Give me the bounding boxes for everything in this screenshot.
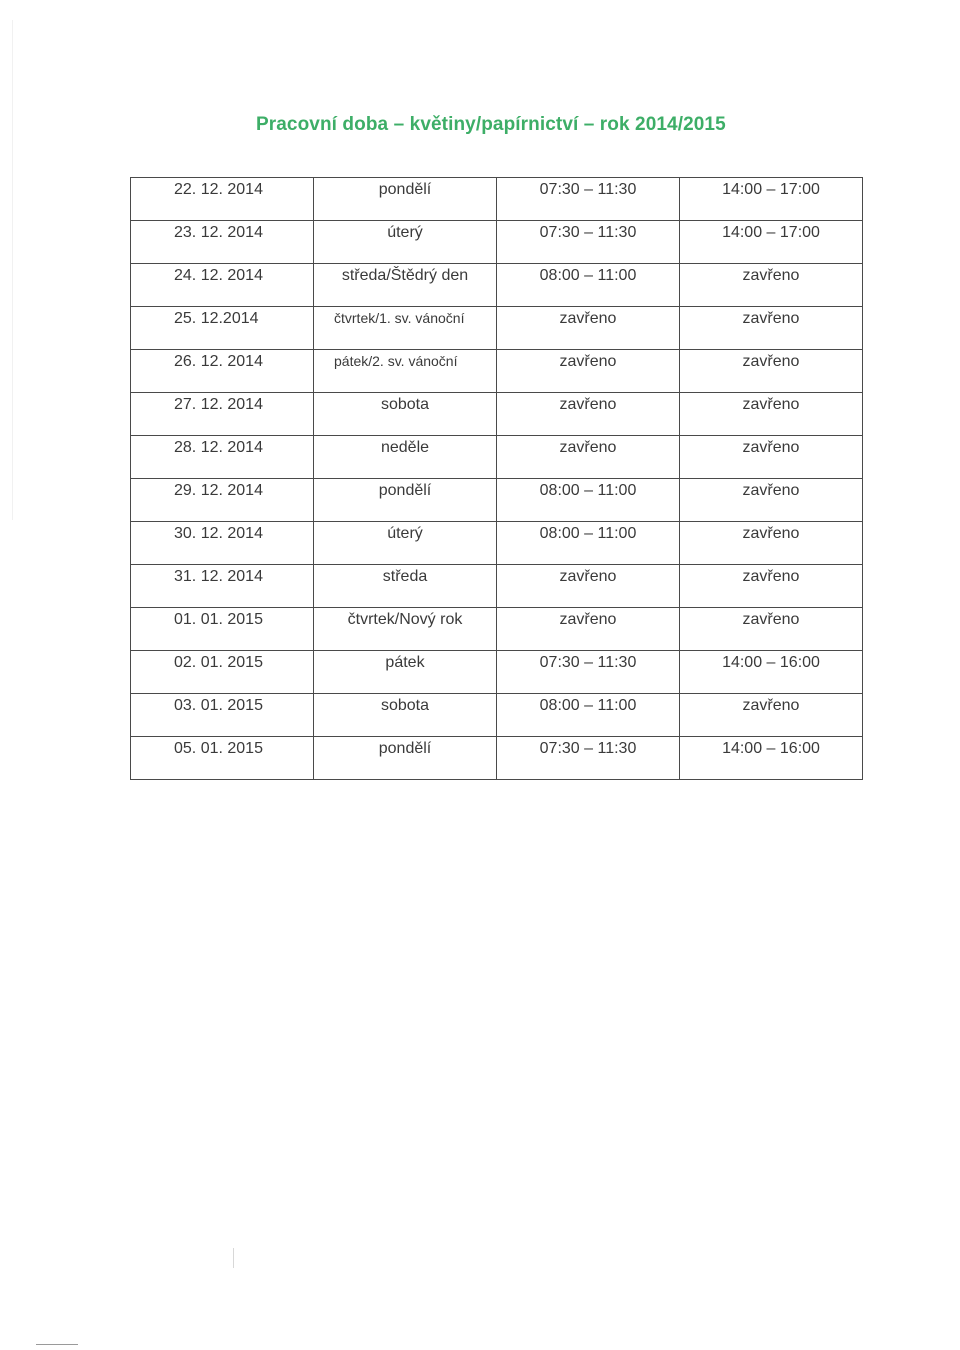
scan-line-mark	[36, 1344, 78, 1345]
table-row	[131, 479, 863, 522]
date-cell-text: 25. 12.2014	[174, 310, 259, 327]
table-row	[131, 608, 863, 651]
day-cell-text: sobota	[380, 697, 430, 714]
date-cell	[131, 264, 314, 307]
day-cell-text: čtvrtek/Nový rok	[347, 611, 463, 628]
day-cell	[314, 178, 497, 221]
afternoon-hours-cell	[680, 393, 863, 436]
table-row	[131, 694, 863, 737]
scan-mark	[233, 1248, 234, 1268]
document-title: Pracovní doba – květiny/papírnictví – rok 2014/2015	[256, 114, 726, 135]
date-cell	[131, 608, 314, 651]
day-cell-text: pondělí	[378, 740, 432, 757]
afternoon-hours-cell	[680, 307, 863, 350]
date-cell	[131, 393, 314, 436]
table-row	[131, 221, 863, 264]
date-cell	[131, 565, 314, 608]
afternoon-hours-cell	[680, 350, 863, 393]
table-row	[131, 565, 863, 608]
afternoon-hours-cell-text: zavřeno	[742, 267, 800, 284]
morning-hours-cell	[497, 651, 680, 694]
day-cell	[314, 694, 497, 737]
table-row	[131, 350, 863, 393]
morning-hours-cell-text: zavřeno	[559, 611, 617, 628]
afternoon-hours-cell-text: zavřeno	[742, 439, 800, 456]
date-cell-text: 28. 12. 2014	[174, 439, 263, 456]
day-cell	[314, 608, 497, 651]
date-cell-text: 27. 12. 2014	[174, 396, 263, 413]
afternoon-hours-cell	[680, 522, 863, 565]
morning-hours-cell	[497, 350, 680, 393]
afternoon-hours-cell-text: 14:00 – 16:00	[722, 740, 820, 757]
morning-hours-cell	[497, 436, 680, 479]
date-cell	[131, 178, 314, 221]
morning-hours-cell	[497, 264, 680, 307]
afternoon-hours-cell	[680, 221, 863, 264]
day-cell	[314, 522, 497, 565]
afternoon-hours-cell	[680, 178, 863, 221]
date-cell-text: 23. 12. 2014	[174, 224, 263, 241]
day-cell-text: středa	[382, 568, 428, 585]
day-cell-text: sobota	[380, 396, 430, 413]
table-row	[131, 264, 863, 307]
morning-hours-cell-text: zavřeno	[559, 353, 617, 370]
afternoon-hours-cell-text: 14:00 – 16:00	[722, 654, 820, 671]
afternoon-hours-cell	[680, 608, 863, 651]
date-cell	[131, 479, 314, 522]
day-cell	[314, 221, 497, 264]
day-cell-text: pondělí	[378, 482, 432, 499]
afternoon-hours-cell-text: zavřeno	[742, 396, 800, 413]
morning-hours-cell	[497, 608, 680, 651]
table-row	[131, 651, 863, 694]
morning-hours-cell-text: zavřeno	[559, 439, 617, 456]
date-cell	[131, 522, 314, 565]
table-row	[131, 178, 863, 221]
afternoon-hours-cell-text: zavřeno	[742, 525, 800, 542]
afternoon-hours-cell	[680, 694, 863, 737]
date-cell-text: 22. 12. 2014	[174, 181, 263, 198]
morning-hours-cell	[497, 565, 680, 608]
date-cell	[131, 651, 314, 694]
morning-hours-cell-text: 08:00 – 11:00	[539, 697, 637, 714]
afternoon-hours-cell-text: zavřeno	[742, 611, 800, 628]
opening-hours-table-body	[131, 178, 863, 780]
day-cell	[314, 307, 497, 350]
afternoon-hours-cell	[680, 264, 863, 307]
afternoon-hours-cell	[680, 479, 863, 522]
morning-hours-cell	[497, 393, 680, 436]
date-cell-text: 01. 01. 2015	[174, 611, 263, 628]
date-cell-text: 05. 01. 2015	[174, 740, 263, 757]
morning-hours-cell	[497, 307, 680, 350]
date-cell-text: 26. 12. 2014	[174, 353, 263, 370]
afternoon-hours-cell-text: zavřeno	[742, 697, 800, 714]
day-cell-text: pondělí	[378, 181, 432, 198]
afternoon-hours-cell-text: zavřeno	[742, 310, 800, 327]
afternoon-hours-cell-text: zavřeno	[742, 353, 800, 370]
day-cell-text: úterý	[387, 224, 423, 241]
day-cell	[314, 479, 497, 522]
afternoon-hours-cell-text: 14:00 – 17:00	[722, 181, 820, 198]
morning-hours-cell-text: zavřeno	[559, 396, 617, 413]
date-cell	[131, 436, 314, 479]
morning-hours-cell-text: 08:00 – 11:00	[539, 482, 637, 499]
morning-hours-cell-text: 07:30 – 11:30	[539, 181, 637, 198]
date-cell	[131, 307, 314, 350]
day-cell-text: středa/Štědrý den	[341, 267, 469, 284]
date-cell-text: 29. 12. 2014	[174, 482, 263, 499]
afternoon-hours-cell	[680, 436, 863, 479]
day-cell	[314, 436, 497, 479]
morning-hours-cell-text: zavřeno	[559, 310, 617, 327]
table-row	[131, 393, 863, 436]
morning-hours-cell	[497, 178, 680, 221]
day-cell	[314, 350, 497, 393]
morning-hours-cell	[497, 522, 680, 565]
afternoon-hours-cell-text: zavřeno	[742, 568, 800, 585]
day-cell	[314, 651, 497, 694]
day-cell	[314, 737, 497, 780]
date-cell	[131, 694, 314, 737]
date-cell-text: 03. 01. 2015	[174, 697, 263, 714]
day-cell	[314, 565, 497, 608]
morning-hours-cell-text: 08:00 – 11:00	[539, 267, 637, 284]
morning-hours-cell-text: zavřeno	[559, 568, 617, 585]
morning-hours-cell	[497, 737, 680, 780]
table-row	[131, 436, 863, 479]
date-cell-text: 30. 12. 2014	[174, 525, 263, 542]
date-cell	[131, 350, 314, 393]
opening-hours-table	[130, 177, 863, 780]
day-cell	[314, 264, 497, 307]
date-cell-text: 31. 12. 2014	[174, 568, 263, 585]
day-cell-text: úterý	[387, 525, 423, 542]
table-row	[131, 307, 863, 350]
date-cell	[131, 221, 314, 264]
scan-edge-mark	[12, 20, 13, 520]
day-cell-text: čtvrtek/1. sv. vánoční	[334, 310, 465, 326]
morning-hours-cell-text: 07:30 – 11:30	[539, 654, 637, 671]
day-cell-text: neděle	[380, 439, 430, 456]
date-cell	[131, 737, 314, 780]
morning-hours-cell-text: 07:30 – 11:30	[539, 224, 637, 241]
morning-hours-cell	[497, 221, 680, 264]
table-row	[131, 737, 863, 780]
date-cell-text: 02. 01. 2015	[174, 654, 263, 671]
afternoon-hours-cell	[680, 737, 863, 780]
day-cell	[314, 393, 497, 436]
afternoon-hours-cell-text: 14:00 – 17:00	[722, 224, 820, 241]
afternoon-hours-cell	[680, 651, 863, 694]
morning-hours-cell	[497, 479, 680, 522]
day-cell-text: pátek	[385, 654, 425, 671]
afternoon-hours-cell	[680, 565, 863, 608]
morning-hours-cell	[497, 694, 680, 737]
table-row	[131, 522, 863, 565]
date-cell-text: 24. 12. 2014	[174, 267, 263, 284]
morning-hours-cell-text: 08:00 – 11:00	[539, 525, 637, 542]
morning-hours-cell-text: 07:30 – 11:30	[539, 740, 637, 757]
afternoon-hours-cell-text: zavřeno	[742, 482, 800, 499]
day-cell-text: pátek/2. sv. vánoční	[334, 353, 458, 369]
